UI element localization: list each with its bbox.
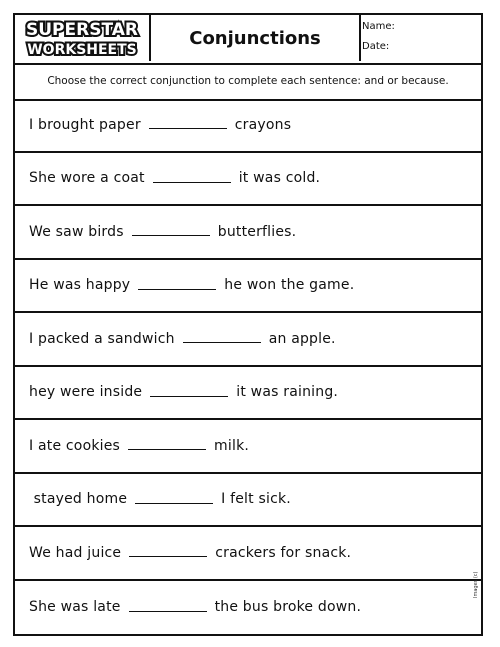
worksheet-header <box>15 15 481 65</box>
superstar-worksheets-logo <box>17 17 147 57</box>
sentence-end: it was cold. <box>238 170 321 187</box>
svg-text:WORKSHEETS: WORKSHEETS <box>27 42 137 57</box>
sentence-row <box>15 367 481 421</box>
sentence-row <box>15 581 481 635</box>
sentence-start: She was late <box>29 599 121 616</box>
sentence-start: stayed home <box>29 491 128 508</box>
answer-blank[interactable] <box>129 556 207 557</box>
sentence-row <box>15 474 481 528</box>
date-label: Date: <box>362 41 390 52</box>
svg-text:SUPERSTAR: SUPERSTAR <box>26 20 138 40</box>
sentence-end: butterflies. <box>217 223 297 240</box>
sentence-start: She wore a coat <box>29 170 145 187</box>
name-label: Name: <box>362 21 395 32</box>
sentence-start: I brought paper <box>29 116 141 133</box>
sentence-start: I packed a sandwich <box>29 330 175 347</box>
answer-blank[interactable] <box>128 449 206 450</box>
answer-blank[interactable] <box>135 503 213 504</box>
name-date-box <box>362 15 480 61</box>
instructions: Choose the correct conjunction to complete each sentence: and or because. <box>15 63 481 101</box>
worksheet <box>13 13 483 636</box>
sentence-end: it was raining. <box>236 384 339 401</box>
answer-blank[interactable] <box>153 182 231 183</box>
sentence-start: He was happy <box>29 277 131 294</box>
sentence-end: crackers for snack. <box>215 544 352 561</box>
sentence-row <box>15 260 481 314</box>
sentence-row <box>15 206 481 260</box>
sentence-end: milk. <box>214 437 250 454</box>
sentence-row <box>15 313 481 367</box>
answer-blank[interactable] <box>183 342 261 343</box>
page-title: Conjunctions <box>149 15 361 61</box>
sentence-start: I ate cookies <box>29 437 121 454</box>
sentence-end: the bus broke down. <box>214 599 362 616</box>
answer-blank[interactable] <box>132 235 210 236</box>
sentence-end: he won the game. <box>224 277 355 294</box>
answer-blank[interactable] <box>129 611 207 612</box>
answer-blank[interactable] <box>149 128 227 129</box>
sentence-row <box>15 527 481 581</box>
sentence-start: hey were inside <box>29 384 143 401</box>
sentence-row <box>15 99 481 153</box>
sentence-end: crayons <box>234 116 292 133</box>
sentence-row <box>15 153 481 207</box>
answer-blank[interactable] <box>150 396 228 397</box>
sentence-end: I felt sick. <box>221 491 291 508</box>
copyright-note: Images (c) <box>473 571 479 598</box>
sentence-row <box>15 420 481 474</box>
answer-blank[interactable] <box>138 289 216 290</box>
sentence-start: We had juice <box>29 544 122 561</box>
sentence-start: We saw birds <box>29 223 124 240</box>
sentence-end: an apple. <box>268 330 336 347</box>
